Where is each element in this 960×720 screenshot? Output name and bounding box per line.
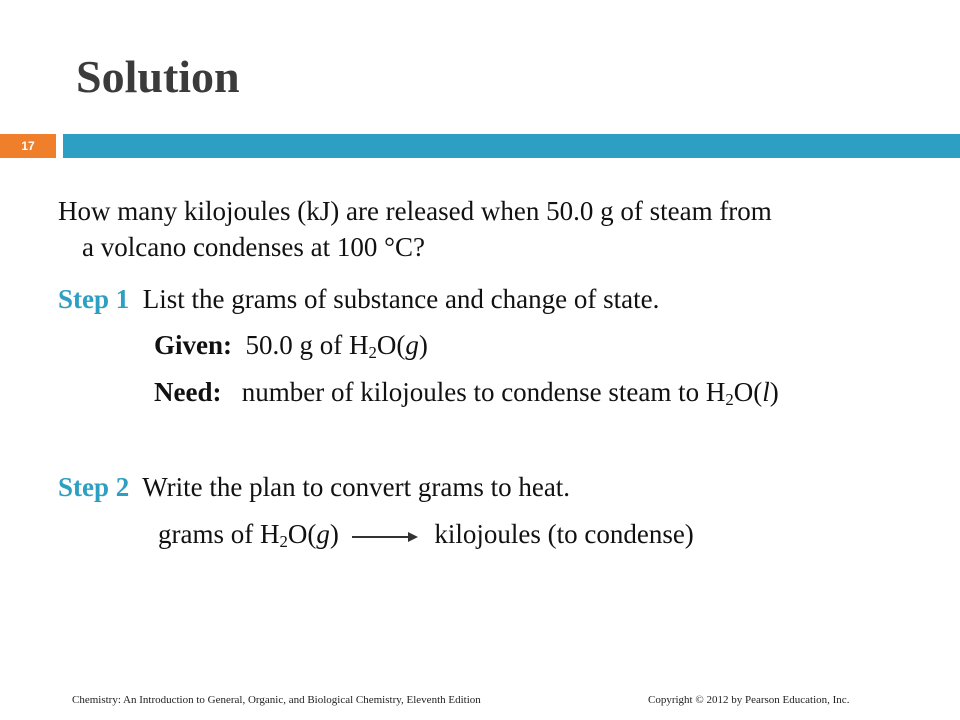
step1-line bbox=[58, 284, 659, 315]
given-value-pre: 50.0 g of H bbox=[245, 330, 369, 360]
given-label: Given: bbox=[154, 330, 232, 360]
plan-state: g bbox=[316, 519, 330, 549]
plan-subscript: 2 bbox=[279, 532, 288, 552]
footer-right: Copyright © 2012 by Pearson Education, Inc. bbox=[648, 694, 850, 706]
given-line bbox=[154, 330, 428, 361]
footer-left: Chemistry: An Introduction to General, Organic, and Biological Chemistry, Eleventh Edition bbox=[72, 694, 481, 706]
need-state: l bbox=[762, 377, 770, 407]
slide-number: 17 bbox=[21, 139, 35, 153]
header-bar bbox=[63, 134, 960, 158]
slide-title: Solution bbox=[76, 51, 240, 102]
step1-label: Step 1 bbox=[58, 284, 130, 314]
given-value-post-a: O( bbox=[376, 330, 406, 360]
need-value-post-a: O( bbox=[733, 377, 763, 407]
step2-label: Step 2 bbox=[58, 472, 130, 502]
step1-text: List the grams of substance and change of state. bbox=[142, 284, 660, 314]
given-state: g bbox=[405, 330, 419, 360]
need-label: Need: bbox=[154, 377, 222, 407]
given-subscript: 2 bbox=[368, 343, 377, 363]
question-line-2: a volcano condenses at 100 °C? bbox=[82, 232, 425, 262]
plan-pre: grams of H bbox=[158, 519, 280, 549]
plan-line bbox=[158, 519, 694, 550]
step2-text: Write the plan to convert grams to heat. bbox=[142, 472, 571, 502]
need-value-pre: number of kilojoules to condense steam to H bbox=[241, 377, 726, 407]
question-line-1: How many kilojoules (kJ) are released when 50.0 g of steam from bbox=[58, 196, 772, 226]
need-line bbox=[154, 377, 779, 408]
plan-mid-b: ) bbox=[329, 519, 339, 549]
given-value-post-b: ) bbox=[418, 330, 428, 360]
step2-line bbox=[58, 472, 570, 503]
plan-post: kilojoules (to condense) bbox=[434, 519, 694, 549]
need-subscript: 2 bbox=[725, 390, 734, 410]
right-arrow-icon bbox=[350, 530, 420, 544]
plan-mid-a: O( bbox=[287, 519, 317, 549]
need-value-post-b: ) bbox=[769, 377, 779, 407]
